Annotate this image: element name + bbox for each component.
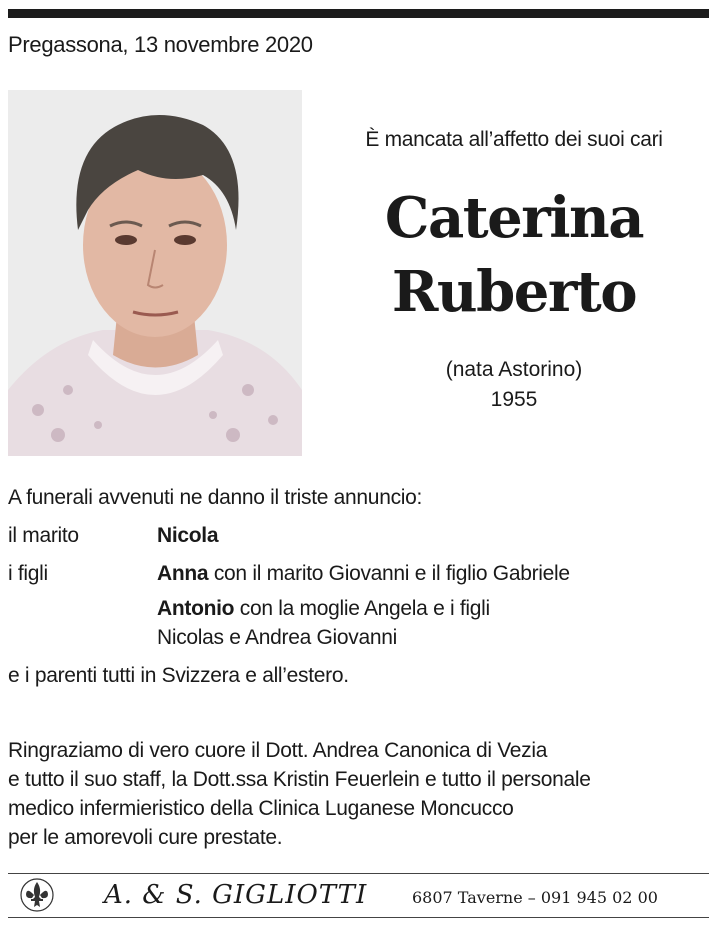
- thanks-line: Ringraziamo di vero cuore il Dott. Andrea Canonica di Vezia: [8, 739, 548, 762]
- funeral-home-footer: [8, 876, 709, 916]
- child1-name: Anna: [157, 562, 209, 585]
- footer-bottom-rule: [8, 917, 709, 918]
- husband-entry: [157, 524, 218, 548]
- maiden-name: (nata Astorino): [445, 358, 583, 381]
- birth-info: [318, 355, 710, 415]
- thanks-line: per le amorevoli cure prestate.: [8, 826, 283, 849]
- deceased-last-name: Ruberto: [391, 259, 637, 325]
- thanks-line: e tutto il suo staff, la Dott.ssa Kristin Feuerlein e tutto il personale: [8, 768, 591, 791]
- birth-year: 1955: [490, 388, 538, 411]
- footer-top-rule: [8, 873, 709, 874]
- child2-details: con la moglie Angela e i figli: [234, 597, 490, 620]
- child2-entry: [157, 597, 490, 621]
- funeral-home-name: A. & S. GIGLIOTTI: [104, 880, 368, 910]
- husband-name: Nicola: [157, 524, 219, 547]
- children-label: i figli: [8, 562, 48, 585]
- child1-details: con il marito Giovanni e il figlio Gabriele: [208, 562, 570, 585]
- relatives-line: e i parenti tutti in Svizzera e all’estero.: [8, 664, 349, 687]
- top-rule: [8, 9, 709, 18]
- husband-label: il marito: [8, 524, 79, 547]
- child2-details-line2: Nicolas e Andrea Giovanni: [157, 626, 397, 649]
- child2-name: Antonio: [157, 597, 235, 620]
- portrait-photo: [8, 90, 302, 456]
- thanks-line: medico infermieristico della Clinica Luganese Moncucco: [8, 797, 514, 820]
- child1-entry: [157, 562, 570, 586]
- funeral-home-contact: 6807 Taverne – 091 945 02 00: [412, 888, 658, 907]
- announcement-lead: A funerali avvenuti ne danno il triste annuncio:: [8, 486, 423, 509]
- fleur-de-lis-icon: [20, 877, 54, 918]
- deceased-first-name: Caterina: [384, 185, 644, 251]
- intro-text: È mancata all’affetto dei suoi cari: [365, 128, 663, 151]
- thanks-paragraph: [8, 736, 591, 852]
- place-date: Pregassona, 13 novembre 2020: [8, 32, 313, 57]
